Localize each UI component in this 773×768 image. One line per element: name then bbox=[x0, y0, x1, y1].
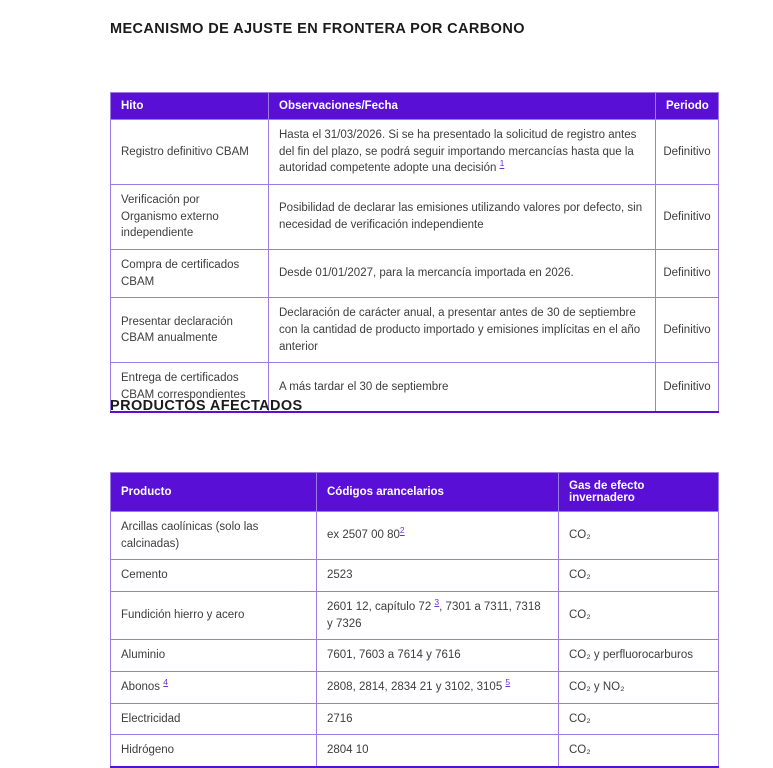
codigos-cell: 2523 bbox=[317, 560, 559, 592]
column-header-codigos: Códigos arancelarios bbox=[317, 473, 559, 512]
producto-cell: Fundición hierro y acero bbox=[111, 592, 317, 640]
cbam-milestones-table-wrap bbox=[110, 92, 718, 413]
table-row bbox=[111, 592, 719, 640]
table-row bbox=[111, 672, 719, 704]
table-row bbox=[111, 512, 719, 560]
table-row bbox=[111, 640, 719, 672]
observaciones-cell: Declaración de carácter anual, a presentar antes de 30 de septiembre con la cantidad de producto importado y emisiones implícitas en el año anterior bbox=[269, 298, 656, 363]
table-row bbox=[111, 250, 719, 298]
periodo-cell: Definitivo bbox=[656, 250, 719, 298]
cbam-milestones-table bbox=[110, 92, 719, 413]
column-header-periodo: Periodo bbox=[656, 93, 719, 120]
section-title-productos: PRODUCTOS AFECTADOS bbox=[110, 398, 303, 414]
hito-cell: Compra de certificados CBAM bbox=[111, 250, 269, 298]
table-row bbox=[111, 703, 719, 735]
section-title-cbam: MECANISMO DE AJUSTE EN FRONTERA POR CARBONO bbox=[110, 21, 525, 37]
producto-cell: Aluminio bbox=[111, 640, 317, 672]
table-row bbox=[111, 298, 719, 363]
footnote-link-4[interactable]: 4 bbox=[163, 677, 168, 688]
table-header-row bbox=[111, 473, 719, 512]
footnote-link-1[interactable]: 1 bbox=[499, 158, 505, 169]
gas-cell: CO₂ bbox=[559, 560, 719, 592]
codigos-cell: 2601 12, capítulo 72 $^3$, 7301 a 7311, 7318 y 7326 bbox=[317, 592, 559, 640]
periodo-cell: Definitivo bbox=[656, 298, 719, 363]
gas-cell: CO₂ y NO₂ bbox=[559, 672, 719, 704]
column-header-hito: Hito bbox=[111, 93, 269, 120]
observaciones-cell: Hasta el 31/03/2026. Si se ha presentado la solicitud de registro antes del fin del plazo, se podrá seguir importando mercancías hasta que la autoridad competente adopte una decisión $^1$ bbox=[269, 120, 656, 185]
table-row bbox=[111, 185, 719, 250]
observaciones-cell: Posibilidad de declarar las emisiones utilizando valores por defecto, sin necesidad de verificación independiente bbox=[269, 185, 656, 250]
producto-cell: Electricidad bbox=[111, 703, 317, 735]
codigos-cell: 2716 bbox=[317, 703, 559, 735]
table-row bbox=[111, 735, 719, 767]
periodo-cell: Definitivo bbox=[656, 363, 719, 412]
periodo-cell: Definitivo bbox=[656, 120, 719, 185]
gas-cell: CO₂ bbox=[559, 703, 719, 735]
footnote-link-3[interactable]: 3 bbox=[434, 597, 440, 608]
footnote-link-2[interactable]: 2 bbox=[399, 525, 405, 536]
producto-cell: Hidrógeno bbox=[111, 735, 317, 767]
producto-cell: Arcillas caolínicas (solo las calcinadas) bbox=[111, 512, 317, 560]
gas-cell: CO₂ bbox=[559, 592, 719, 640]
hito-cell: Presentar declaración CBAM anualmente bbox=[111, 298, 269, 363]
producto-cell: Abonos $^4$ bbox=[111, 672, 317, 704]
codigos-cell: 2808, 2814, 2834 21 y 3102, 3105 $^5$ bbox=[317, 672, 559, 704]
codigos-cell: 2804 10 bbox=[317, 735, 559, 767]
hito-cell: Registro definitivo CBAM bbox=[111, 120, 269, 185]
table-row bbox=[111, 560, 719, 592]
gas-cell: CO₂ bbox=[559, 512, 719, 560]
column-header-producto: Producto bbox=[111, 473, 317, 512]
hito-cell: Verificación por Organismo externo independiente bbox=[111, 185, 269, 250]
affected-products-table bbox=[110, 472, 719, 768]
observaciones-cell: Desde 01/01/2027, para la mercancía importada en 2026. bbox=[269, 250, 656, 298]
producto-cell: Cemento bbox=[111, 560, 317, 592]
codigos-cell: ex 2507 00 $80^2$ bbox=[317, 512, 559, 560]
column-header-gas: Gas de efecto invernadero bbox=[559, 473, 719, 512]
table-row bbox=[111, 120, 719, 185]
affected-products-table-wrap bbox=[110, 472, 718, 768]
periodo-cell: Definitivo bbox=[656, 185, 719, 250]
hito-cell: Entrega de certificados CBAM correspondientes bbox=[111, 363, 269, 412]
table-header-row bbox=[111, 93, 719, 120]
footnote-link-5[interactable]: 5 bbox=[505, 677, 511, 688]
column-header-observaciones: Observaciones/Fecha bbox=[269, 93, 656, 120]
observaciones-cell: A más tardar el 30 de septiembre bbox=[269, 363, 656, 412]
codigos-cell: 7601, 7603 a 7614 y 7616 bbox=[317, 640, 559, 672]
gas-cell: CO₂ bbox=[559, 735, 719, 767]
gas-cell: CO₂ y perfluorocarburos bbox=[559, 640, 719, 672]
